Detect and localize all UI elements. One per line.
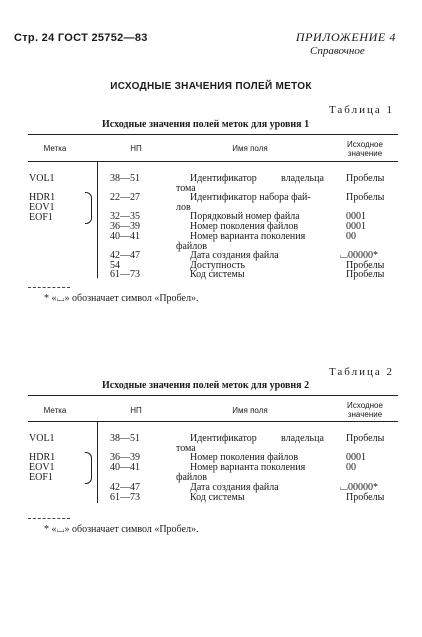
table1-row3-name: Порядковый номер файла	[190, 211, 300, 222]
table1-header-value: Исходное значение	[347, 140, 383, 158]
table1-row8-name: Код системы	[190, 269, 245, 280]
table1-header-rule	[28, 161, 398, 162]
table1-label-eov1: EOV1	[29, 202, 55, 213]
table1-row1-name-c: тома	[176, 183, 196, 194]
table2-label-eov1: EOV1	[29, 462, 55, 473]
table1-row2-np: 22—27	[110, 192, 140, 203]
table2-header-rule	[28, 421, 398, 422]
appendix-title: ПРИЛОЖЕНИЕ 4	[295, 30, 396, 44]
table1-header-np: НП	[130, 144, 142, 153]
table1-label-hdr1: HDR1	[29, 192, 56, 203]
table2-brace	[85, 452, 92, 484]
table1-row1-value: Пробелы	[346, 173, 385, 184]
table2-caption: Исходные значения полей меток для уровня 2	[102, 380, 310, 391]
table2-row4-value: ⌴00000*	[340, 482, 378, 493]
table1-row6-name: Дата создания файла	[190, 250, 279, 261]
table1-row1-np: 38—51	[110, 173, 140, 184]
table1-brace	[85, 192, 92, 224]
table2-header-value: Исходное значение	[347, 401, 383, 419]
table1-row3-value: 0001	[346, 211, 366, 222]
table1-row2-name-b: лов	[176, 202, 191, 213]
table2-footnote-rule	[28, 518, 70, 519]
table1-label-eof1: EOF1	[29, 212, 53, 223]
table2-row4-name: Дата создания файла	[190, 482, 279, 493]
table1-row7-np: 54	[110, 260, 120, 271]
table1-row6-value: ⌴00000*	[340, 250, 378, 261]
table1-row7-value: Пробелы	[346, 260, 385, 271]
table2-header-np: НП	[130, 406, 142, 415]
table1-row5-value: 00	[346, 231, 356, 242]
table1-row1-name-a: Идентификатор	[190, 173, 257, 184]
table2-row3-name-b: файлов	[176, 472, 207, 483]
table2-row5-value: Пробелы	[346, 492, 385, 503]
table2-label-vol1: VOL1	[29, 433, 55, 444]
appendix-subtitle: Справочное	[310, 45, 365, 57]
table1-caption: Исходные значения полей меток для уровня 1	[102, 119, 310, 130]
table1-footnote-rule	[28, 287, 70, 288]
table1-header-name: Имя поля	[232, 144, 268, 153]
table2-divider	[97, 421, 98, 503]
table1-row2-name-a: Идентификатор набора фай-	[190, 192, 311, 203]
table2-row1-name-c: тома	[176, 443, 196, 454]
table1-row5-name-b: файлов	[176, 241, 207, 252]
table1-divider	[97, 161, 98, 278]
table2-row1-name-b: владельца	[281, 433, 324, 444]
table1-row2-value: Пробелы	[346, 192, 385, 203]
table2-header-label: Метка	[43, 406, 67, 415]
table2-footnote: * «⌴» обозначает символ «Пробел».	[44, 524, 199, 535]
table2-row2-name: Номер поколения файлов	[190, 452, 299, 463]
table2-row3-np: 40—41	[110, 462, 140, 473]
table2-row1-np: 38—51	[110, 433, 140, 444]
table2-label: Таблица 2	[328, 366, 394, 378]
table1-row4-value: 0001	[346, 221, 366, 232]
table1-row7-name: Доступность	[190, 260, 246, 271]
table1-label-vol1: VOL1	[29, 173, 55, 184]
table2-row1-value: Пробелы	[346, 433, 385, 444]
table2-label-eof1: EOF1	[29, 472, 53, 483]
main-title: ИСХОДНЫЕ ЗНАЧЕНИЯ ПОЛЕЙ МЕТОК	[110, 81, 312, 92]
table2-row3-name-a: Номер варианта поколения	[190, 462, 306, 473]
table1-row3-np: 32—35	[110, 211, 140, 222]
table2-row2-np: 36—39	[110, 452, 140, 463]
table1-row8-value: Пробелы	[346, 269, 385, 280]
table1-row6-np: 42—47	[110, 250, 140, 261]
table2-top-rule	[28, 395, 398, 396]
table2-row5-np: 61—73	[110, 492, 140, 503]
table2-row5-name: Код системы	[190, 492, 245, 503]
table2-row2-value: 0001	[346, 452, 366, 463]
table1-row5-name-a: Номер варианта поколения	[190, 231, 306, 242]
table1-top-rule	[28, 134, 398, 135]
table2-row4-np: 42—47	[110, 482, 140, 493]
table2-header-name: Имя поля	[232, 406, 268, 415]
table1-row1-name-b: владельца	[281, 173, 324, 184]
table1-row8-np: 61—73	[110, 269, 140, 280]
page-header: Стр. 24 ГОСТ 25752—83	[14, 32, 148, 44]
table1-row4-np: 36—39	[110, 221, 140, 232]
table1-label: Таблица 1	[328, 104, 394, 116]
table2-label-hdr1: HDR1	[29, 452, 56, 463]
table1-row4-name: Номер поколения файлов	[190, 221, 299, 232]
table1-header-label: Метка	[43, 144, 67, 153]
table2-row1-name-a: Идентификатор	[190, 433, 257, 444]
table2-row3-value: 00	[346, 462, 356, 473]
table1-row5-np: 40—41	[110, 231, 140, 242]
table1-footnote: * «⌴» обозначает символ «Пробел».	[44, 293, 199, 304]
